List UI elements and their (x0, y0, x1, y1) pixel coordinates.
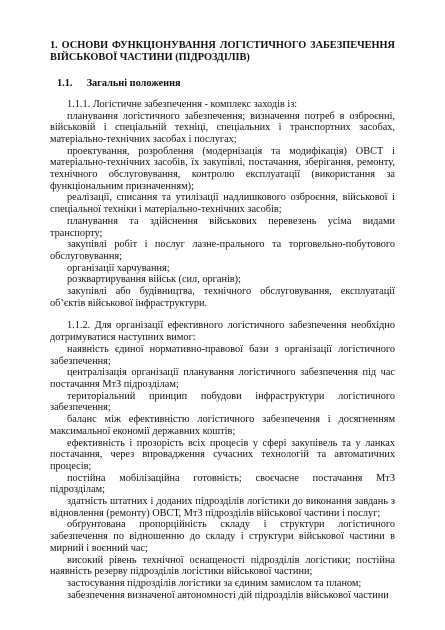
paragraph: наявність єдиної нормативно-правової бази з організації логістичного забезпечення; (50, 343, 395, 367)
paragraph: закупівлі або будівництва, технічного обслуговування, експлуатації об’єктів військової інфраструктури. (50, 286, 395, 309)
paragraph: баланс між ефективністю логістичного забезпечення і досягненням максимальної економії державних коштів; (50, 414, 395, 437)
paragraph: забезпечення визначеної автономності дій підрозділів військової частини (67, 589, 389, 601)
paragraph: постійна мобілізаційна готовність; своєчасне постачання МтЗ підрозділам; (50, 472, 395, 496)
section-heading (50, 78, 395, 90)
paragraph: застосування підрозділів логістики за єдиним замислом та планом; (67, 577, 362, 589)
section-title: Загальні положення (86, 77, 181, 89)
paragraph: обґрунтована пропорційність складу і структури логістичного забезпечення по відношенню до складу і структури військової частини в мирний і воєнний час; (50, 519, 395, 554)
paragraph-block-2 (50, 320, 395, 601)
paragraph: реалізації, списання та утилізації надлишкового озброєння, військової і спеціальної техніки і матеріально-технічних засобів; (50, 192, 395, 216)
paragraph: територіальний принцип побудови інфраструктури логістичного забезпечення; (50, 390, 395, 414)
section-number: 1.1. (57, 77, 73, 89)
paragraph: ефективність і прозорість всіх процесів у сфері закупівель та у ланках постачання, через впровадження сучасних технологій та автоматичних процесів; (50, 437, 395, 472)
paragraph-spacer (50, 309, 395, 320)
paragraph-block-1 (50, 99, 395, 310)
paragraph: планування логістичного забезпечення; визначення потреб в озброєнні, військовій і спеціальній техніці, спеціальних і транспортних засобах, матеріально-технічних засобах і послугах; (50, 110, 395, 145)
paragraph: високий рівень технічної оснащеності підрозділів логістики; постійна наявність резерву підрозділів логістики військової частини; (50, 554, 395, 578)
document-title: 1. ОСНОВИ ФУНКЦІОНУВАННЯ ЛОГІСТИЧНОГО ЗАБЕЗПЕЧЕННЯ ВІЙСЬКОВОЇ ЧАСТИНИ (ПІДРОЗДІЛІВ) (50, 40, 395, 64)
paragraph: розквартирування військ (сил, органів); (67, 274, 241, 286)
paragraph: проектування, розроблення (модернізація та модифікація) ОВСТ і матеріально-технічних засобів, їх закупівлі, постачання, зберігання, ремонту, технічного обслуговування, контролю експлуатації (використання за функціональним призначенням); (50, 145, 395, 192)
paragraph: організації харчування; (67, 262, 170, 274)
paragraph: здатність штатних і доданих підрозділів логістики до виконання завдань з відновлення (ремонту) ОВСТ, МтЗ підрозділів військової частини і послуг; (50, 496, 395, 519)
paragraph: закупівлі робіт і послуг лазне-прального та торговельно-побутового обслуговування; (50, 239, 395, 262)
document-page (50, 40, 395, 625)
paragraph: планування та здійснення військових перевезень усіма видами транспорту; (50, 215, 395, 239)
paragraph: 1.1.2. Для організації ефективного логістичного забезпечення необхідно дотримуватися наступних вимог: (50, 320, 395, 344)
paragraph: централізація організації планування логістичного забезпечення під час постачання МтЗ підрозділам; (50, 367, 395, 390)
paragraph: 1.1.1. Логістичне забезпечення - комплекс заходів із: (67, 98, 298, 110)
